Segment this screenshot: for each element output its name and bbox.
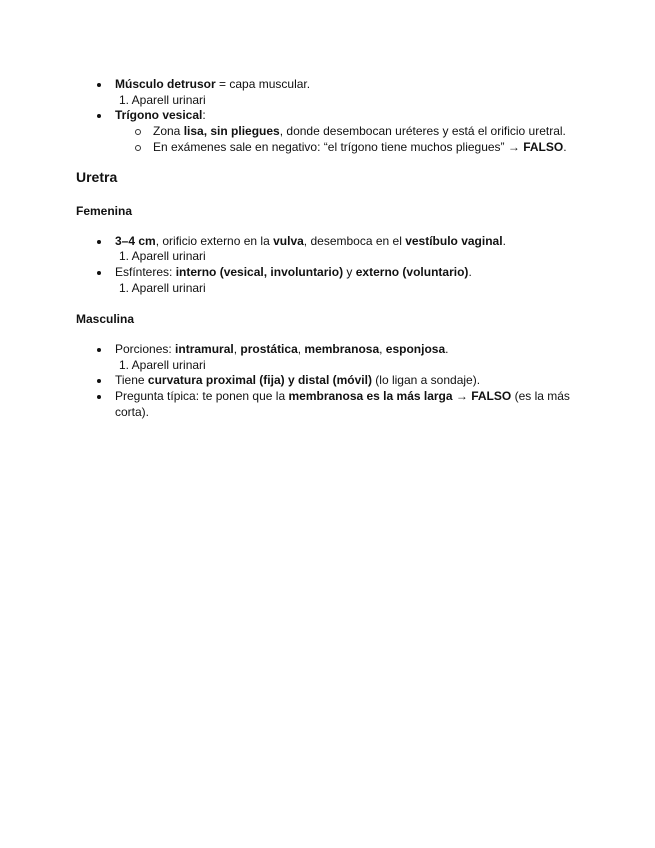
femenina-item-1-sub: 1. Aparell urinari — [119, 249, 206, 263]
detrusor-text: = capa muscular. — [215, 77, 311, 91]
bold-span: externo (voluntario) — [355, 265, 469, 279]
list-item-trigono — [115, 108, 206, 123]
subheading-masculina: Masculina — [76, 312, 135, 326]
text-span: Porciones: — [115, 342, 176, 356]
subheading-femenina: Femenina — [76, 204, 133, 218]
text-span: . — [502, 234, 506, 248]
masculina-item-1 — [115, 342, 449, 357]
text-span: (es la más — [511, 389, 570, 403]
masculina-item-3 — [115, 389, 570, 404]
text-span: En exámenes sale en negativo: “el trígono tiene muchos pliegues” → — [153, 140, 524, 154]
bold-span: FALSO — [523, 140, 564, 154]
bold-span: curvatura proximal (fija) y distal (móvil) — [147, 373, 372, 387]
text-span: Pregunta típica: te ponen que la — [115, 389, 289, 403]
trigono-subitem-2 — [153, 140, 567, 155]
bold-span: membranosa es la más larga → FALSO — [288, 389, 512, 403]
section-heading-uretra: Uretra — [76, 169, 118, 185]
text-span: Tiene — [115, 373, 148, 387]
trigono-text: : — [202, 108, 206, 122]
text-span: , donde desembocan uréteres y está el orificio uretral. — [279, 124, 566, 138]
text-span: , — [233, 342, 241, 356]
text-span: (lo ligan a sondaje). — [371, 373, 481, 387]
bold-span: prostática — [240, 342, 298, 356]
text-span: . — [445, 342, 449, 356]
bold-span: membranosa — [304, 342, 380, 356]
femenina-item-1 — [115, 234, 506, 249]
bold-span: lisa, sin pliegues — [183, 124, 280, 138]
text-span: Zona — [153, 124, 184, 138]
detrusor-sublist-item: 1. Aparell urinari — [119, 93, 206, 107]
bold-span: vestíbulo vaginal — [405, 234, 503, 248]
text-span: , desemboca en el — [303, 234, 406, 248]
masculina-item-3-continuation: corta). — [115, 405, 150, 419]
bold-span: vulva — [273, 234, 304, 248]
text-span: , — [379, 342, 386, 356]
bold-span: interno (vesical, involuntario) — [175, 265, 344, 279]
text-span: . — [563, 140, 567, 154]
trigono-term: Trígono vesical — [115, 108, 203, 122]
text-span: , — [297, 342, 305, 356]
list-item-detrusor — [115, 77, 310, 92]
text-span: y — [343, 265, 356, 279]
detrusor-term: Músculo detrusor — [115, 77, 216, 91]
femenina-item-2-sub: 1. Aparell urinari — [119, 281, 206, 295]
femenina-item-2 — [115, 265, 472, 280]
bold-span: intramural — [175, 342, 234, 356]
bold-span: esponjosa — [385, 342, 446, 356]
text-span: , orificio externo en la — [155, 234, 274, 248]
trigono-subitem-1 — [153, 124, 566, 139]
text-span: . — [468, 265, 472, 279]
text-span: Esfínteres: — [115, 265, 176, 279]
masculina-item-1-sub: 1. Aparell urinari — [119, 358, 206, 372]
bold-span: 3–4 cm — [115, 234, 156, 248]
masculina-item-2 — [115, 373, 480, 388]
